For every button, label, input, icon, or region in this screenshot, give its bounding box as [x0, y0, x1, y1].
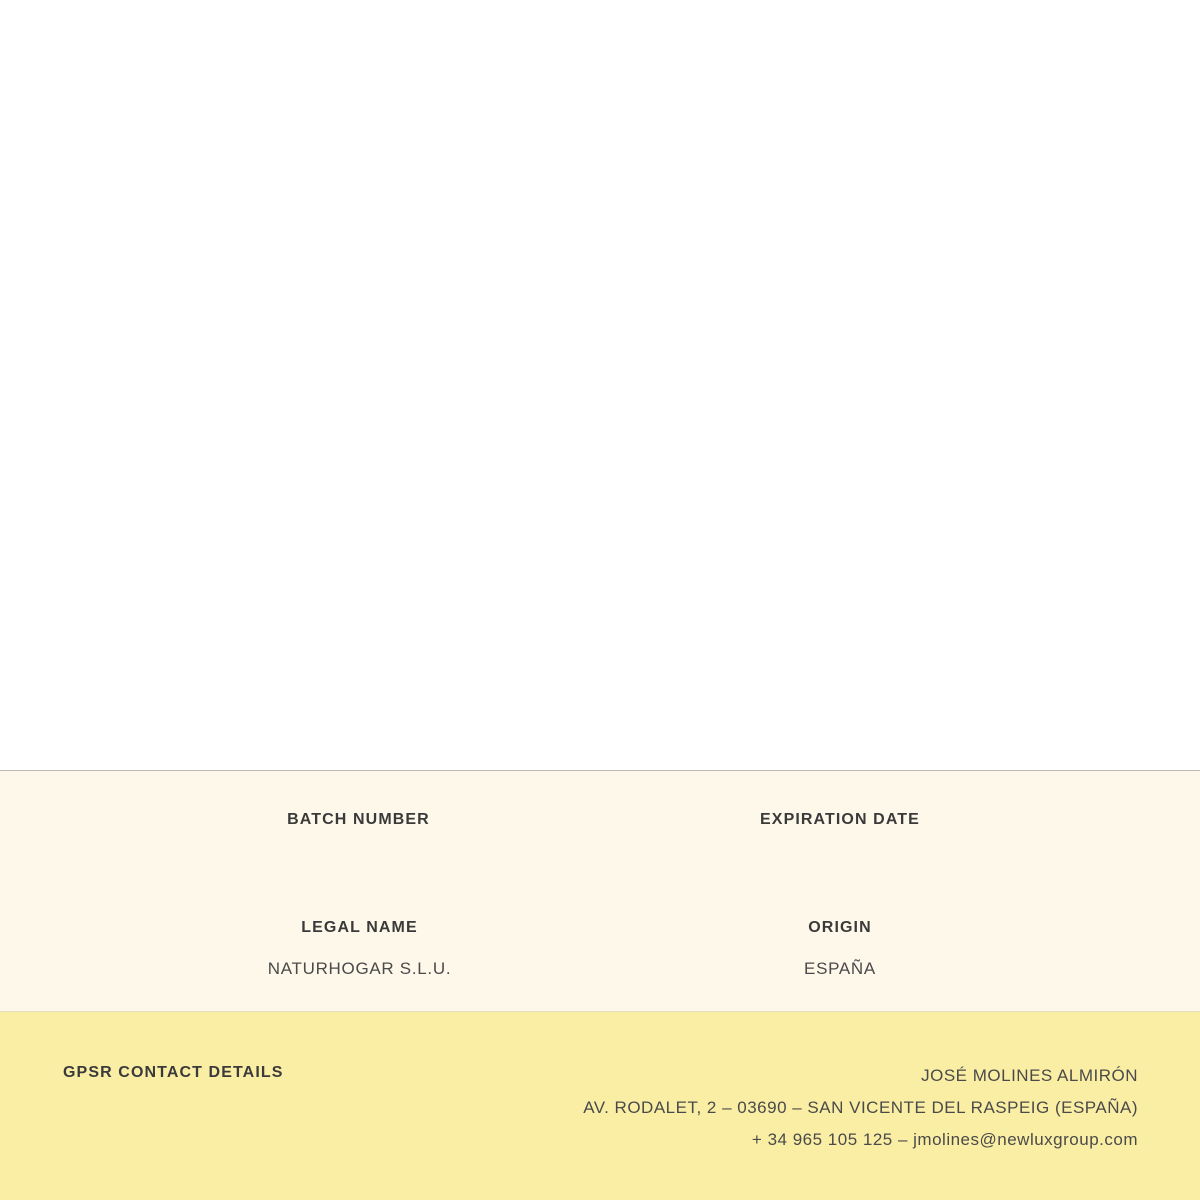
product-details-grid — [0, 771, 1200, 1011]
gpsr-contact-name: JOSÉ MOLINES ALMIRÓN — [921, 1066, 1138, 1085]
product-details-panel — [0, 770, 1200, 1012]
batch-number-label: BATCH NUMBER — [287, 811, 430, 828]
expiration-date-value — [640, 851, 1040, 868]
field-origin — [640, 919, 1040, 979]
batch-number-value — [0, 851, 717, 868]
gpsr-contact-title: GPSR CONTACT DETAILS — [63, 1064, 284, 1081]
gpsr-contact-lines — [583, 1060, 1138, 1156]
gpsr-contact-footer — [0, 1012, 1200, 1200]
legal-name-label: LEGAL NAME — [301, 919, 418, 936]
expiration-date-label: EXPIRATION DATE — [760, 811, 920, 828]
origin-label: ORIGIN — [808, 919, 872, 936]
origin-value: ESPAÑA — [804, 959, 876, 978]
field-legal-name — [0, 919, 719, 979]
field-batch-number — [0, 811, 717, 868]
field-expiration-date — [640, 811, 1040, 868]
gpsr-contact-phone-email: + 34 965 105 125 – jmolines@newluxgroup.com — [751, 1130, 1138, 1149]
legal-name-value: NATURHOGAR S.L.U. — [267, 959, 452, 978]
gpsr-contact-address: AV. RODALET, 2 – 03690 – SAN VICENTE DEL RASPEIG (ESPAÑA) — [583, 1098, 1138, 1117]
